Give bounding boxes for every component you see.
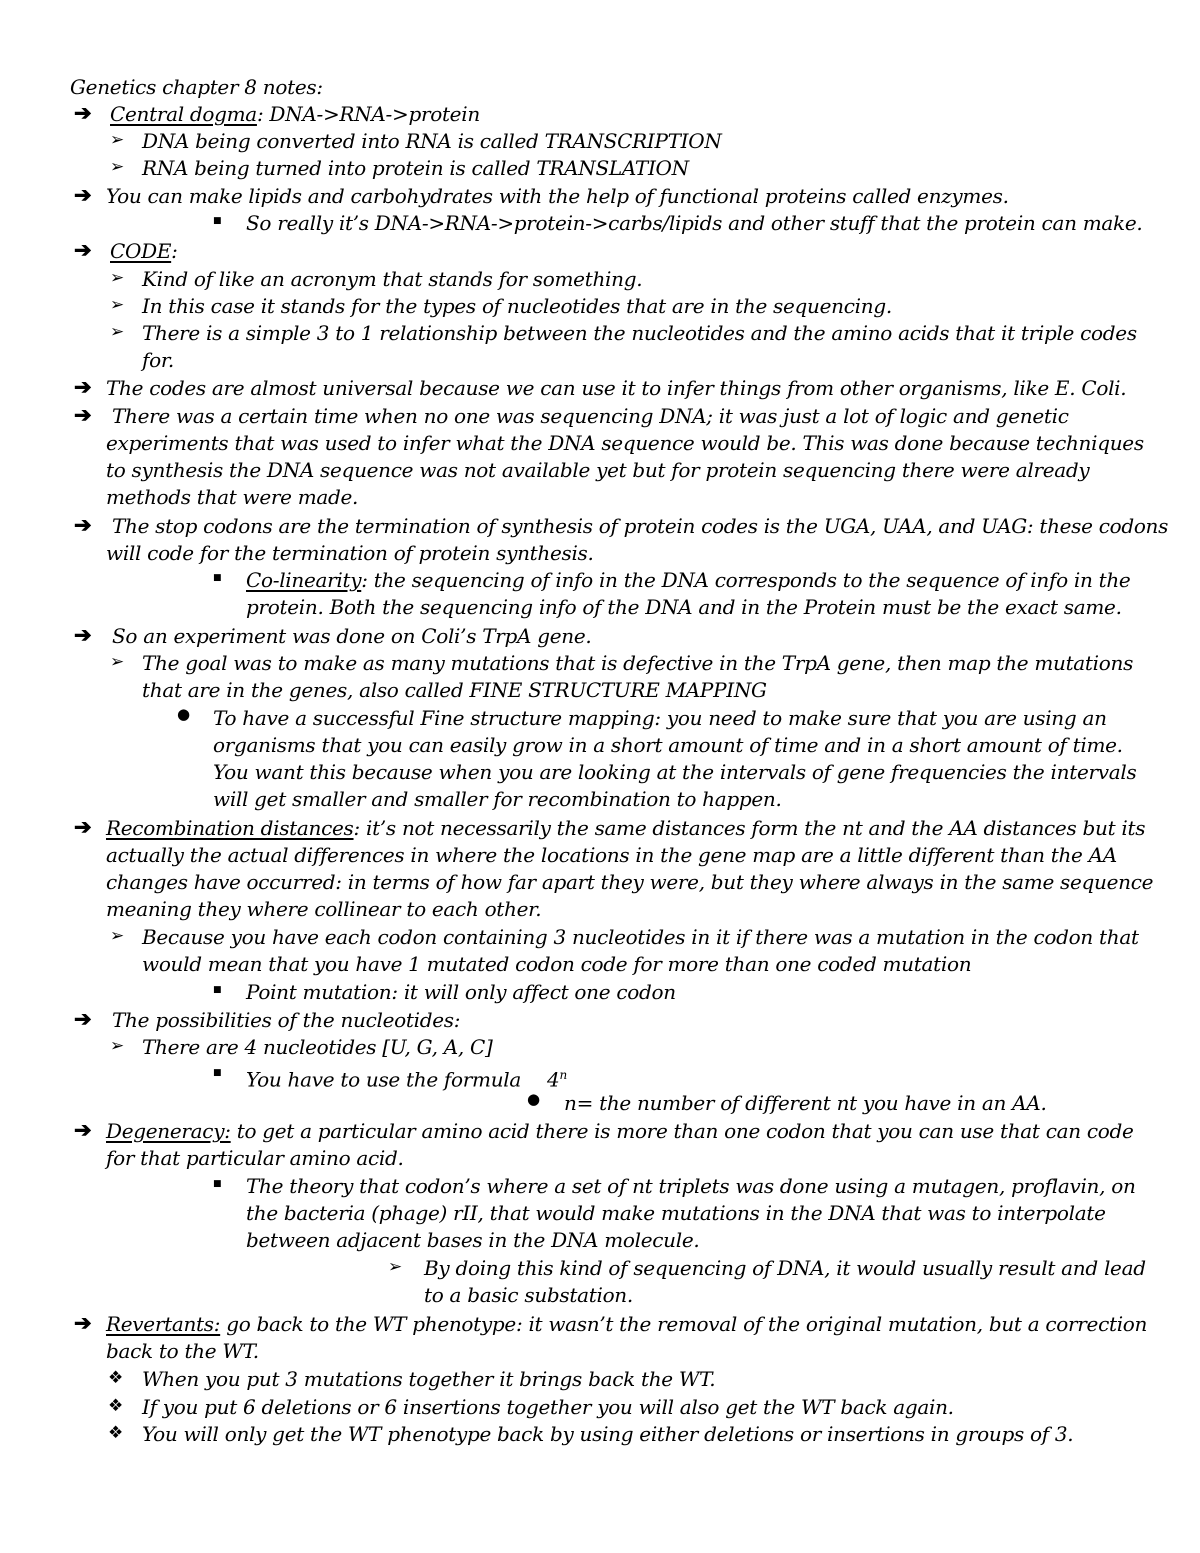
note-fine-structure-mapping-cont: organisms that you can easily grow in a short amount of time and in a short amount of time.: [213, 733, 1123, 757]
note-proflavin-theory-cont: the bacteria (phage) rII, that would make mutations in the DNA that was to interpolate: [246, 1201, 1106, 1225]
note-stop-codons-cont: will code for the termination of protein synthesis.: [106, 541, 594, 565]
note-codon-mutation: Because you have each codon containing 3 nucleotides in it if there was a mutation in the codon that: [142, 925, 1139, 949]
note-fine-structure-goal: The goal was to make as many mutations that is defective in the TrpA gene, then map the mutations: [142, 651, 1134, 675]
note-text: : DNA->RNA->protein: [256, 102, 480, 126]
chevron-bullet-icon: ➢: [388, 1257, 403, 1277]
arrow-bullet-icon: ➔: [74, 237, 92, 262]
square-bullet-icon: ■: [213, 1179, 222, 1189]
chevron-bullet-icon: ➢: [110, 652, 125, 672]
term-co-linearity: Co-linearity: [246, 568, 362, 592]
square-bullet-icon: ■: [213, 1068, 222, 1078]
note-acronym: Kind of like an acronym that stands for something.: [142, 267, 643, 291]
note-six-deletions: If you put 6 deletions or 6 insertions together you will also get the WT back again.: [142, 1395, 954, 1419]
arrow-bullet-icon: ➔: [74, 1310, 92, 1335]
note-three-mutations: When you put 3 mutations together it brings back the WT.: [142, 1367, 716, 1391]
note-enzymes: You can make lipids and carbohydrates with the help of functional proteins called enzymes.: [106, 184, 1009, 208]
arrow-bullet-icon: ➔: [74, 374, 92, 399]
note-possibilities: The possibilities of the nucleotides:: [112, 1008, 461, 1032]
note-recombination-distances: [106, 815, 1145, 842]
note-text: : the sequencing of info in the DNA corresponds to the sequence of info in the: [361, 568, 1131, 592]
arrow-bullet-icon: ➔: [74, 512, 92, 537]
note-code-heading: [110, 238, 178, 265]
note-trpa-experiment: So an experiment was done on Coli’s TrpA gene.: [112, 624, 592, 648]
formula-base: 4: [547, 1067, 560, 1092]
diamond-bullet-icon: ❖: [108, 1423, 124, 1443]
term-central-dogma: Central dogma: [110, 102, 257, 126]
arrow-bullet-icon: ➔: [74, 1117, 92, 1142]
note-translation: RNA being turned into protein is called TRANSLATION: [142, 156, 689, 180]
note-text: : it’s not necessarily the same distances form the nt and the AA distances but its: [353, 816, 1146, 840]
term-revertants: Revertants:: [106, 1312, 221, 1336]
chevron-bullet-icon: ➢: [110, 322, 125, 342]
note-degeneracy: [106, 1118, 1134, 1145]
note-triple-codes-cont: for.: [142, 348, 174, 372]
note-sequencing-history-cont: methods that were made.: [106, 485, 359, 509]
note-fine-structure-mapping-cont: will get smaller and smaller for recombination to happen.: [213, 787, 782, 811]
note-revertants: [106, 1311, 1147, 1338]
chevron-bullet-icon: ➢: [110, 295, 125, 315]
chevron-bullet-icon: ➢: [110, 268, 125, 288]
diamond-bullet-icon: ❖: [108, 1368, 124, 1388]
note-text: go back to the WT phenotype: it wasn’t the removal of the original mutation, but a correction: [220, 1312, 1148, 1336]
note-fine-structure-mapping-cont: You want this because when you are looking at the intervals of gene frequencies the intervals: [213, 760, 1137, 784]
note-recombination-cont: meaning they where collinear to each other.: [106, 897, 542, 921]
dot-bullet-icon: ●: [527, 1090, 541, 1108]
note-n-definition: n= the number of different nt you have in an AA.: [564, 1091, 1047, 1115]
diamond-bullet-icon: ❖: [108, 1396, 124, 1416]
note-revertants-cont: back to the WT.: [106, 1339, 259, 1363]
note-nucleotide-types: In this case it stands for the types of nucleotides that are in the sequencing.: [142, 294, 892, 318]
note-recombination-cont: actually the actual differences in where the locations in the gene map are a little different than the AA: [106, 843, 1117, 867]
arrow-bullet-icon: ➔: [74, 402, 92, 427]
note-recombination-cont: changes have occurred: in terms of how far apart they were, but they where always in the same sequence: [106, 870, 1154, 894]
note-basic-substation-cont: to a basic substation.: [424, 1283, 633, 1307]
arrow-bullet-icon: ➔: [74, 182, 92, 207]
note-sequencing-history-cont: experiments that was used to infer what the DNA sequence would be. This was done because techniques: [106, 431, 1144, 455]
note-groups-of-three: You will only get the WT phenotype back by using either deletions or insertions in groups of 3.: [142, 1422, 1074, 1446]
term-recombination-distances: Recombination distances: [106, 816, 354, 840]
note-point-mutation: Point mutation: it will only affect one codon: [246, 980, 676, 1004]
note-stop-codons: The stop codons are the termination of synthesis of protein codes is the UGA, UAA, and UAG: these codons: [112, 514, 1169, 538]
note-sequencing-history: There was a certain time when no one was sequencing DNA; it was just a lot of logic and genetic: [112, 404, 1069, 428]
note-formula: [246, 1062, 567, 1094]
note-co-linearity: [246, 567, 1130, 594]
note-text: You have to use the formula: [246, 1067, 521, 1092]
arrow-bullet-icon: ➔: [74, 1006, 92, 1031]
chevron-bullet-icon: ➢: [110, 157, 125, 177]
note-dna-rna-protein: So really it’s DNA->RNA->protein->carbs/lipids and other stuff that the protein can make.: [246, 211, 1143, 235]
arrow-bullet-icon: ➔: [74, 814, 92, 839]
note-triple-codes: There is a simple 3 to 1 relationship between the nucleotides and the amino acids that it triple codes: [142, 321, 1137, 345]
chevron-bullet-icon: ➢: [110, 926, 125, 946]
chevron-bullet-icon: ➢: [110, 1036, 125, 1056]
note-degeneracy-cont: for that particular amino acid.: [106, 1146, 404, 1170]
note-four-nucleotides: There are 4 nucleotides [U, G, A, C]: [142, 1035, 493, 1059]
formula-exponent: n: [559, 1068, 567, 1082]
dot-bullet-icon: ●: [177, 705, 191, 723]
term-degeneracy: Degeneracy:: [106, 1119, 231, 1143]
note-transcription: DNA being converted into RNA is called TRANSCRIPTION: [142, 129, 722, 153]
note-text: to get a particular amino acid there is more than one codon that you can use that can code: [230, 1119, 1134, 1143]
note-fine-structure-goal-cont: that are in the genes, also called FINE STRUCTURE MAPPING: [142, 678, 767, 702]
square-bullet-icon: ■: [213, 985, 222, 995]
note-universal-codes: The codes are almost universal because we can use it to infer things from other organisms, like E. Coli.: [106, 376, 1127, 400]
note-sequencing-history-cont: to synthesis the DNA sequence was not available yet but for protein sequencing there were already: [106, 458, 1090, 482]
note-fine-structure-mapping: To have a successful Fine structure mapping: you need to make sure that you are using an: [213, 706, 1107, 730]
note-text: :: [171, 239, 178, 263]
arrow-bullet-icon: ➔: [74, 100, 92, 125]
term-code: CODE: [110, 239, 172, 263]
note-central-dogma: [110, 101, 480, 128]
page-title: Genetics chapter 8 notes:: [70, 75, 323, 99]
square-bullet-icon: ■: [213, 573, 222, 583]
note-proflavin-theory-cont: between adjacent bases in the DNA molecule.: [246, 1228, 700, 1252]
chevron-bullet-icon: ➢: [110, 130, 125, 150]
square-bullet-icon: ■: [213, 216, 222, 226]
note-co-linearity-cont: protein. Both the sequencing info of the DNA and in the Protein must be the exact same.: [246, 595, 1122, 619]
note-basic-substation: By doing this kind of sequencing of DNA, it would usually result and lead: [424, 1256, 1146, 1280]
arrow-bullet-icon: ➔: [74, 622, 92, 647]
note-proflavin-theory: The theory that codon’s where a set of nt triplets was done using a mutagen, proflavin, on: [246, 1174, 1136, 1198]
note-codon-mutation-cont: would mean that you have 1 mutated codon code for more than one coded mutation: [142, 952, 972, 976]
